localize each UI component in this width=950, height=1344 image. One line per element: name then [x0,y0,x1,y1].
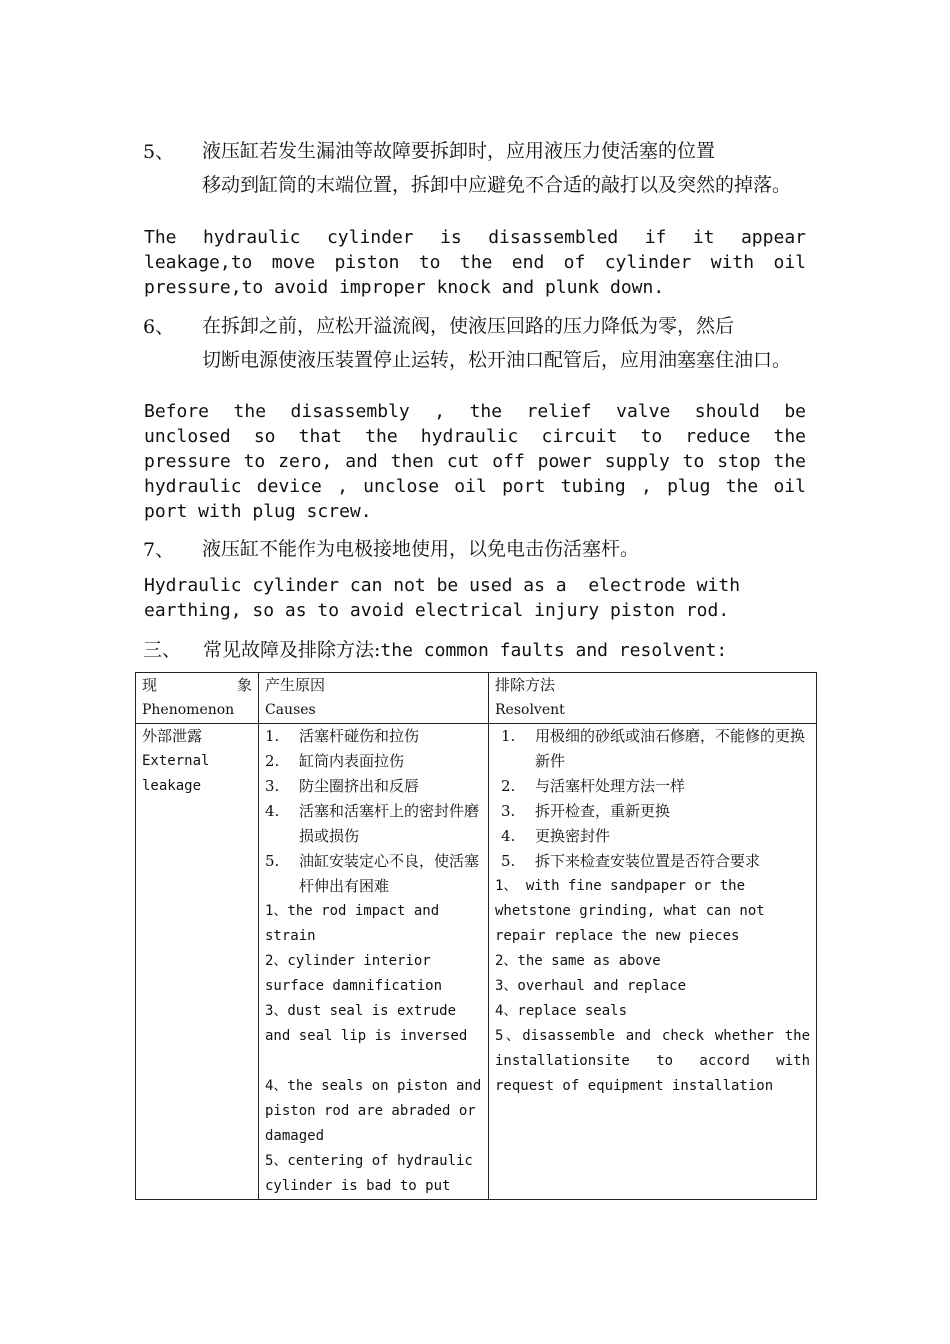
item-5-en-line: The hydraulic cylinder is disassembled if it appear [144,227,806,248]
item-6-en-line: unclosed so that the hydraulic circuit to reduce the [144,426,806,447]
header-causes-zh: 产生原因 [265,676,326,694]
phenomenon-en-1: External [142,753,210,769]
section-heading [143,636,727,665]
list-item: 5、disassemble and check whether the installationsite to accord with request of equipment installation [495,1028,810,1094]
header-resolvent [489,673,817,724]
item-7-en-line: earthing, so as to avoid electrical injury piston rod. [144,600,730,621]
item-7-en-text [144,573,784,623]
item-5-en-line: leakage,to move piston to the end of cylinder with oil [144,252,806,273]
item-5-en-line: pressure,to avoid improper knock and plunk down. [144,277,665,298]
item-5-zh-line1: 液压缸若发生漏油等故障要拆卸时，应用液压力使活塞的位置 [202,140,716,162]
item-5-number: 5、 [143,141,175,163]
list-item: 5. 拆下来检查安装位置是否符合要求 [501,852,761,870]
cell-phenomenon [136,724,259,1200]
list-item: 2. 缸筒内表面拉伤 [265,752,405,770]
list-item: 3. 拆开检查，重新更换 [501,802,671,820]
section-number: 三、 [143,639,182,661]
header-phenomenon [136,673,259,724]
item-5-en-text [144,225,806,300]
list-item: 3、overhaul and replace [495,978,687,994]
list-item: 4、the seals on piston and piston rod are abraded or damaged [265,1078,482,1144]
item-7-zh-text [202,533,806,566]
header-causes [259,673,489,724]
cell-causes [259,724,489,1200]
section-title-zh: 常见故障及排除方法: [203,639,381,661]
item-6-en-line: hydraulic device , unclose oil port tubing , plug the oil [144,476,806,497]
list-item: 2、cylinder interior surface damnification [265,953,443,994]
header-phenomenon-zh-a: 现 [142,676,158,694]
item-7-number: 7、 [143,539,175,561]
header-phenomenon-en: Phenomenon [142,702,235,718]
section-title-en: the common faults and resolvent: [380,640,728,661]
causes-zh-list [265,724,482,899]
list-item: 5、centering of hydraulic cylinder is bad to put [265,1153,473,1194]
header-resolvent-en: Resolvent [495,702,565,718]
item-6-en-line: Before the disassembly , the relief valve should be [144,401,806,422]
item-6-en-line: pressure to zero, and then cut off power supply to stop the [144,451,806,472]
list-item: 4. 活塞和活塞杆上的密封件磨损或损伤 [265,802,480,845]
causes-en-list [265,899,482,1199]
list-item: 1、 with fine sandpaper or the whetstone grinding, what can not repair replace the new pieces [495,878,765,944]
list-item: 3、dust seal is extrude and seal lip is inversed [265,1003,468,1044]
item-6-en-line: port with plug screw. [144,501,372,522]
list-item: 2. 与活塞杆处理方法一样 [501,777,686,795]
table-header-row [136,673,817,724]
resolvent-en-list [495,874,810,1099]
item-5-zh-line2: 移动到缸筒的末端位置，拆卸中应避免不合适的敲打以及突然的掉落。 [202,174,792,196]
list-item: 2、the same as above [495,953,661,969]
item-7-en-line: Hydraulic cylinder can not be used as a electrode with [144,575,741,596]
item-6-zh-line2: 切断电源使液压装置停止运转，松开油口配管后，应用油塞塞住油口。 [202,349,792,371]
resolvent-zh-list [495,724,810,874]
list-item: 3. 防尘圈挤出和反唇 [265,777,420,795]
phenomenon-en-2: leakage [142,778,202,794]
item-6-zh-line1: 在拆卸之前，应松开溢流阀，使液压回路的压力降低为零，然后 [202,315,735,337]
header-causes-en: Causes [265,702,316,718]
faults-table [135,672,817,1200]
header-resolvent-zh: 排除方法 [495,676,556,694]
phenomenon-zh: 外部泄露 [142,727,203,745]
list-item: 1. 用极细的砂纸或油石修磨，不能修的更换新件 [501,727,806,770]
item-5-zh-text [202,135,806,198]
list-item: 1、the rod impact and strain [265,903,440,944]
list-item: 5. 油缸安装定心不良，使活塞杆伸出有困难 [265,852,480,895]
item-6-number: 6、 [143,316,175,338]
header-phenomenon-zh-b: 象 [236,676,252,694]
item-7-zh-line1: 液压缸不能作为电极接地使用，以免电击伤活塞杆。 [202,538,640,560]
item-6-en-text [144,399,806,524]
list-item: 1. 活塞杆碰伤和拉伤 [265,727,420,745]
list-item: 4. 更换密封件 [501,827,611,845]
table-row [136,724,817,1200]
item-6-zh-text [202,310,806,373]
cell-resolvent [489,724,817,1200]
list-item: 4、replace seals [495,1003,628,1019]
